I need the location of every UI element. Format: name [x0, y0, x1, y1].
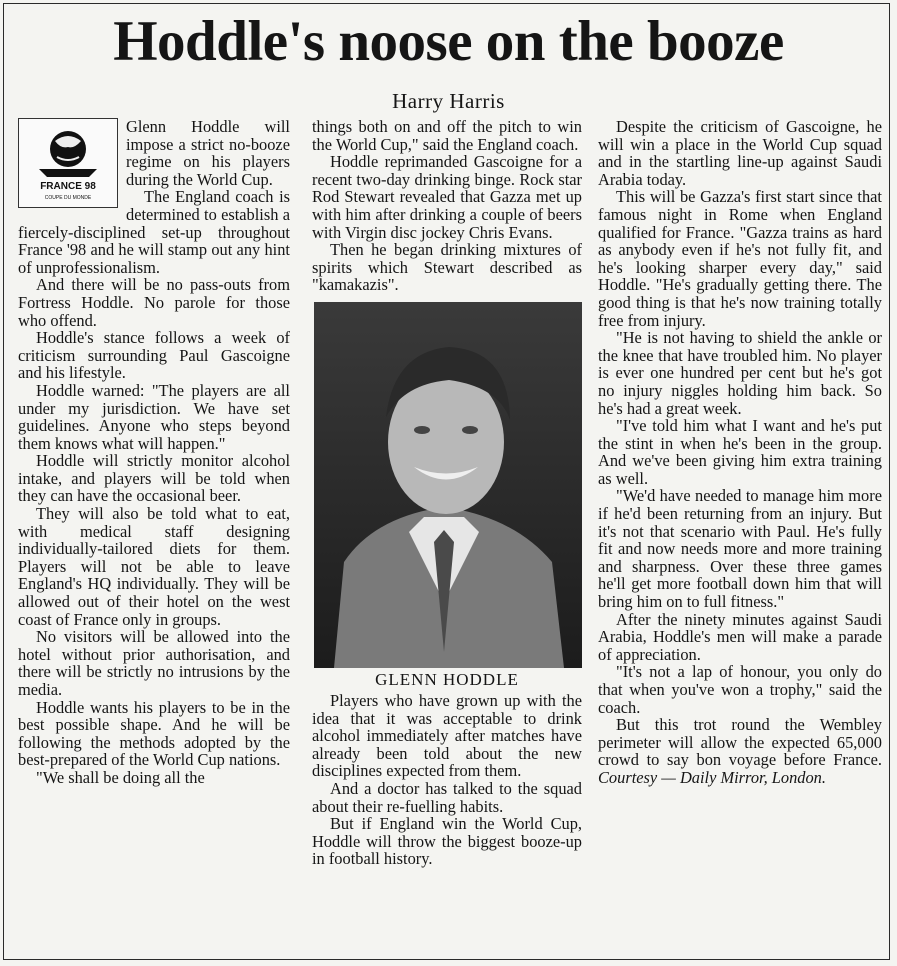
- paragraph: They will also be told what to eat, with medical staff designing individually-tailored diets for them. Players will not be able to leave England's HQ individually. They will be allowed out of their hotel on the west coast of France only in groups.: [18, 504, 290, 629]
- photo-caption: GLENN HODDLE: [375, 669, 519, 689]
- paragraph: Hoddle wants his players to be in the best possible shape. And he will be following the methods adopted by the best-prepared of the World Cup nations.: [18, 697, 290, 770]
- article-column-1: [18, 118, 290, 958]
- logo-text: FRANCE 98: [40, 181, 96, 192]
- article-column-3: [598, 118, 882, 958]
- paragraph: And a doctor has talked to the squad about their re-fuelling habits.: [312, 778, 582, 816]
- paragraph: No visitors will be allowed into the hotel without prior authorisation, and there will be strictly no intrusions by the media.: [18, 627, 290, 699]
- logo-subtext: COUPE DU MONDE: [44, 195, 92, 201]
- paragraph: And there will be no pass-outs from Fortress Hoddle. No parole for those who offend.: [18, 275, 290, 330]
- paragraph: Hoddle reprimanded Gascoigne for a recent two-day drinking binge. Rock star Rod Stewart revealed that Gazza met up with him after drinking a couple of beers with Virgin disc jockey Chris Evans.: [312, 152, 582, 242]
- paragraph: [598, 716, 882, 786]
- paragraph: The England coach is determined to establish a fiercely-disciplined set-up throughout France '98 and he will stamp out any hint of unprofessionalism.: [18, 187, 290, 277]
- paragraph: Despite the criticism of Gascoigne, he will win a place in the World Cup squad and in the startling line-up against Saudi Arabia today.: [598, 118, 882, 189]
- paragraph: Hoddle will strictly monitor alcohol intake, and players will be told when they can have the occasional beer.: [18, 451, 290, 506]
- credit-line: Courtesy — Daily Mirror, London.: [598, 767, 826, 787]
- paragraph: "It's not a lap of honour, you only do that when you've won a trophy," said the coach.: [598, 662, 882, 717]
- headline: Hoddle's noose on the booze: [113, 10, 784, 73]
- paragraph: things both on and off the pitch to win the World Cup," said the England coach.: [312, 118, 582, 154]
- paragraph: "We shall be doing all the: [36, 767, 205, 787]
- paragraph: But if England win the World Cup, Hoddle will throw the biggest booze-up in football history.: [312, 814, 582, 869]
- paragraph: "I've told him what I want and he's put the stint in when he's been in the group. And we've been giving him extra training as well.: [598, 416, 882, 488]
- paragraph: Hoddle's stance follows a week of criticism surrounding Paul Gascoigne and his lifestyle.: [18, 328, 290, 383]
- paragraph: This will be Gazza's first start since that famous night in Rome when England qualified for France. "Gazza trains as hard as anybody even if he's not fully fit, and he's looking sharper every day," said Hoddle. "He's gradually getting there. The good thing is that he's now training totally free from injury.: [598, 187, 882, 330]
- article-column-2: [312, 118, 582, 958]
- paragraph: "We'd have needed to manage him more if he'd been returning from an injury. But it's not that scenario with Paul. He's fully fit and now needs more and more training and sharpness. Over these three games he'll get more football down him that will bring him on to full fitness.": [598, 486, 882, 612]
- paragraph: Hoddle warned: "The players are all under my jurisdiction. We have set guidelines. Anyone who steps beyond them knows what will happen.": [18, 380, 290, 453]
- paragraph: Glenn Hoddle will impose a strict no-booze regime on his players during the World Cup.: [126, 118, 290, 189]
- paragraph: Then he began drinking mixtures of spirits which Stewart described as "kamakazis".: [312, 240, 582, 295]
- france-98-logo-icon: [18, 118, 118, 208]
- paragraph: Players who have grown up with the idea that it was acceptable to drink alcohol immediately after matches have already been told about the new disciplines expected from them.: [312, 690, 582, 781]
- paragraph: "He is not having to shield the ankle or the knee that have troubled him. No player is ever one hundred per cent but he's got no injury niggles holding him back. So he's had a great week.: [598, 328, 882, 418]
- portrait-photo: [314, 302, 582, 668]
- paragraph-text: But this trot round the Wembley perimeter will allow the expected 65,000 crowd to say bon voyage before France.: [598, 715, 882, 770]
- paragraph: After the ninety minutes against Saudi Arabia, Hoddle's men will make a parade of appreciation.: [598, 609, 882, 664]
- byline: Harry Harris: [392, 89, 505, 113]
